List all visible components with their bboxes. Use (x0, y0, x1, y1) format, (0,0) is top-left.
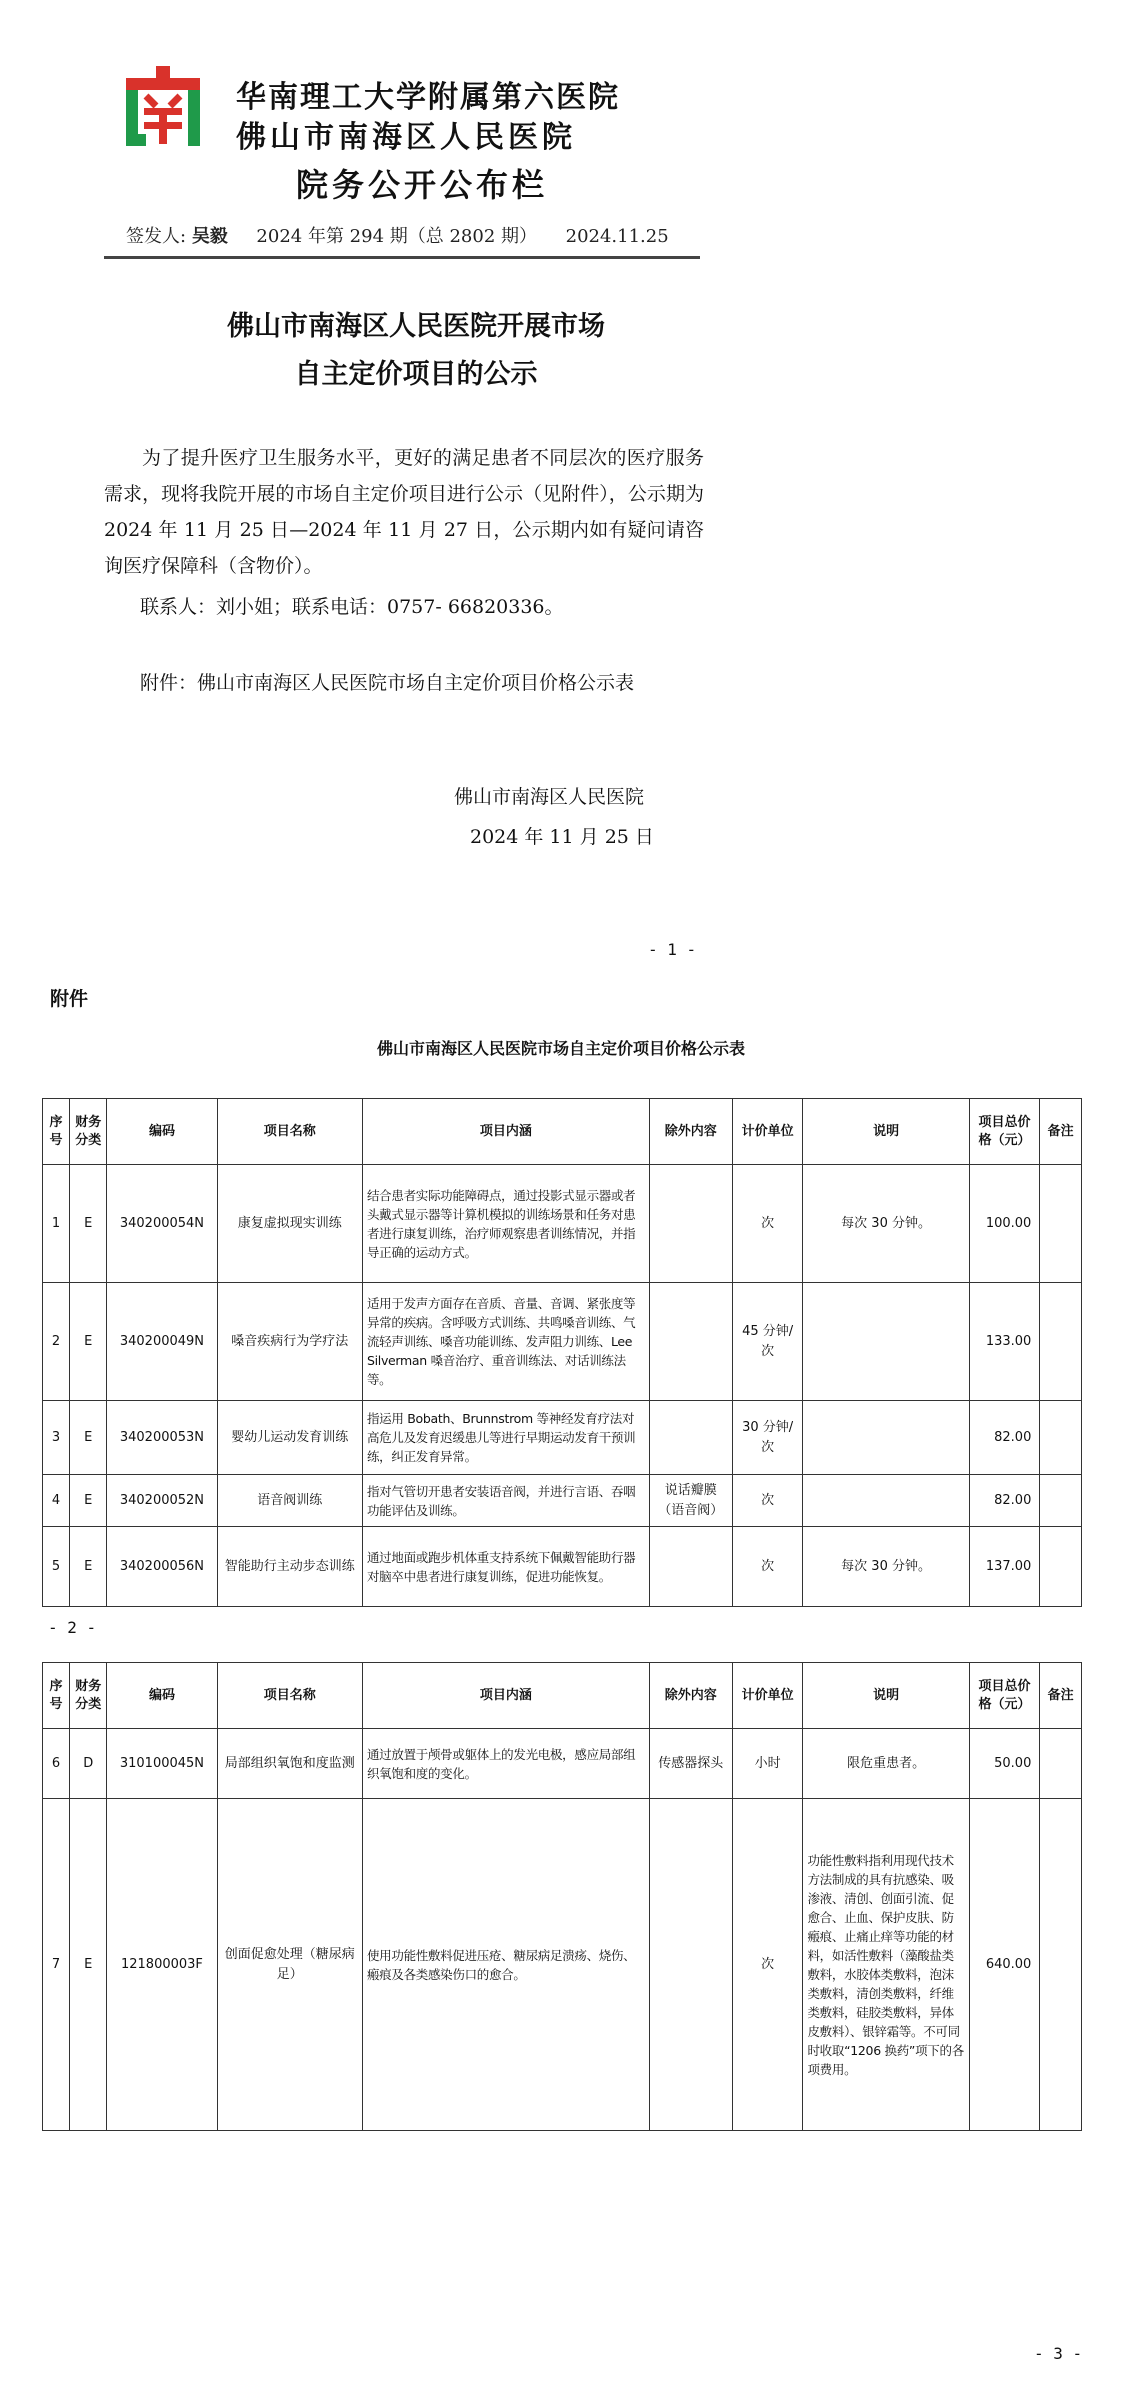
cell-seq: 6 (43, 1729, 70, 1799)
cell-name: 创面促愈处理（糖尿病足） (217, 1799, 362, 2131)
cell-content: 指运用 Bobath、Brunnstrom 等神经发育疗法对高危儿及发育迟缓患儿等进行早期运动发育干预训练，纠正发育异常。 (362, 1401, 649, 1475)
cell-name: 嗓音疾病行为学疗法 (217, 1283, 362, 1401)
cell-exclusions (649, 1401, 732, 1475)
cell-remark (1040, 1799, 1082, 2131)
cell-note (803, 1475, 969, 1527)
cell-code: 340200053N (107, 1401, 217, 1475)
cell-unit: 次 (732, 1527, 803, 1607)
price-table-page2 (42, 1098, 1082, 1607)
cell-exclusions (649, 1799, 732, 2131)
issue-meta (126, 222, 669, 248)
page-number-3: - 3 - (1034, 2344, 1083, 2363)
header-seq: 序号 (43, 1663, 70, 1729)
notice-body: 为了提升医疗卫生服务水平，更好的满足患者不同层次的医疗服务需求，现将我院开展的市场自主定价项目进行公示（见附件），公示期为 2024 年 11 月 25 日—2024 年 11 月 27 日，公示期内如有疑问请咨询医疗保障科（含物价）。 (104, 447, 704, 577)
cell-note (803, 1283, 969, 1401)
cell-exclusions (649, 1527, 732, 1607)
hospital-logo (122, 66, 204, 148)
cell-category: E (70, 1401, 107, 1475)
header-note: 说明 (803, 1099, 969, 1165)
header-code: 编码 (107, 1663, 217, 1729)
table-row (43, 1527, 1082, 1607)
cell-remark (1040, 1401, 1082, 1475)
table-row (43, 1401, 1082, 1475)
cell-code: 121800003F (107, 1799, 217, 2131)
cell-category: E (70, 1475, 107, 1527)
cell-price: 50.00 (969, 1729, 1040, 1799)
table-row (43, 1729, 1082, 1799)
cell-code: 340200056N (107, 1527, 217, 1607)
signature-date: 2024 年 11 月 25 日 (470, 826, 654, 848)
cell-remark (1040, 1475, 1082, 1527)
cell-price: 82.00 (969, 1401, 1040, 1475)
signer-name: 吴毅 (191, 226, 228, 247)
table-row (43, 1475, 1082, 1527)
cell-name: 智能助行主动步态训练 (217, 1527, 362, 1607)
cell-content: 适用于发声方面存在音质、音量、音调、紧张度等异常的疾病。含呼吸方式训练、共鸣嗓音训练、气流轻声训练、嗓音功能训练、发声阻力训练、Lee Silverman 嗓音治疗、重音训练法、对话训练法等。 (362, 1283, 649, 1401)
page-number-2: - 2 - (48, 1618, 97, 1637)
cell-seq: 7 (43, 1799, 70, 2131)
cell-content: 结合患者实际功能障碍点，通过投影式显示器或者头戴式显示器等计算机模拟的训练场景和任务对患者进行康复训练，治疗师观察患者训练情况，并指导正确的运动方式。 (362, 1165, 649, 1283)
cell-note: 限危重患者。 (803, 1729, 969, 1799)
attachment-label: 附件 (50, 988, 89, 1010)
cell-content: 指对气管切开患者安装语音阀，并进行言语、吞咽功能评估及训练。 (362, 1475, 649, 1527)
cell-code: 340200054N (107, 1165, 217, 1283)
header-content: 项目内涵 (362, 1099, 649, 1165)
signer-label: 签发人: (126, 226, 187, 247)
header-price: 项目总价格（元） (969, 1663, 1040, 1729)
cell-unit: 30 分钟/次 (732, 1401, 803, 1475)
hospital-name-line1: 华南理工大学附属第六医院 (236, 80, 620, 115)
header-remark: 备注 (1040, 1099, 1082, 1165)
signature-org: 佛山市南海区人民医院 (454, 786, 645, 808)
header-content: 项目内涵 (362, 1663, 649, 1729)
cell-remark (1040, 1165, 1082, 1283)
cell-unit: 小时 (732, 1729, 803, 1799)
cell-seq: 3 (43, 1401, 70, 1475)
cell-unit: 次 (732, 1475, 803, 1527)
cell-note (803, 1401, 969, 1475)
cell-seq: 5 (43, 1527, 70, 1607)
header-code: 编码 (107, 1099, 217, 1165)
header-exclusions: 除外内容 (649, 1099, 732, 1165)
bulletin-board-title: 院务公开公布栏 (296, 166, 549, 204)
cell-price: 100.00 (969, 1165, 1040, 1283)
cell-exclusions (649, 1165, 732, 1283)
header-seq: 序号 (43, 1099, 70, 1165)
header-price: 项目总价格（元） (969, 1099, 1040, 1165)
header-divider (104, 256, 700, 259)
cell-content: 使用功能性敷料促进压疮、糖尿病足溃疡、烧伤、瘢痕及各类感染伤口的愈合。 (362, 1799, 649, 2131)
cell-content: 通过地面或跑步机体重支持系统下佩戴智能助行器对脑卒中患者进行康复训练，促进功能恢复。 (362, 1527, 649, 1607)
cell-note: 每次 30 分钟。 (803, 1527, 969, 1607)
cell-unit: 45 分钟/次 (732, 1283, 803, 1401)
cell-price: 640.00 (969, 1799, 1040, 2131)
price-table-page3 (42, 1662, 1082, 2131)
cell-seq: 2 (43, 1283, 70, 1401)
cell-name: 康复虚拟现实训练 (217, 1165, 362, 1283)
cell-seq: 4 (43, 1475, 70, 1527)
hospital-name-line2: 佛山市南海区人民医院 (236, 120, 576, 155)
notice-title-line1: 佛山市南海区人民医院开展市场 (227, 311, 605, 342)
cell-unit: 次 (732, 1165, 803, 1283)
cell-remark (1040, 1729, 1082, 1799)
header-unit: 计价单位 (732, 1099, 803, 1165)
header-name: 项目名称 (217, 1099, 362, 1165)
cell-code: 340200052N (107, 1475, 217, 1527)
cell-remark (1040, 1527, 1082, 1607)
cell-category: D (70, 1729, 107, 1799)
cell-category: E (70, 1799, 107, 2131)
cell-category: E (70, 1283, 107, 1401)
table-row (43, 1283, 1082, 1401)
cell-code: 340200049N (107, 1283, 217, 1401)
issue-number: 2024 年第 294 期（总 2802 期） (256, 226, 538, 247)
header-unit: 计价单位 (732, 1663, 803, 1729)
cell-price: 82.00 (969, 1475, 1040, 1527)
cell-code: 310100045N (107, 1729, 217, 1799)
notice-title-line2: 自主定价项目的公示 (294, 359, 538, 390)
header-remark: 备注 (1040, 1663, 1082, 1729)
cell-name: 婴幼儿运动发育训练 (217, 1401, 362, 1475)
cell-category: E (70, 1527, 107, 1607)
cell-exclusions: 传感器探头 (649, 1729, 732, 1799)
cell-content: 通过放置于颅骨或躯体上的发光电极，感应局部组织氧饱和度的变化。 (362, 1729, 649, 1799)
cell-category: E (70, 1165, 107, 1283)
cell-unit: 次 (732, 1799, 803, 2131)
cell-remark (1040, 1283, 1082, 1401)
cell-name: 局部组织氧饱和度监测 (217, 1729, 362, 1799)
table-row (43, 1799, 1082, 2131)
table-header-row (43, 1099, 1082, 1165)
cell-seq: 1 (43, 1165, 70, 1283)
header-note: 说明 (803, 1663, 969, 1729)
header-exclusions: 除外内容 (649, 1663, 732, 1729)
header-name: 项目名称 (217, 1663, 362, 1729)
cell-note: 每次 30 分钟。 (803, 1165, 969, 1283)
cell-price: 133.00 (969, 1283, 1040, 1401)
cell-exclusions (649, 1283, 732, 1401)
cell-price: 137.00 (969, 1527, 1040, 1607)
attachment-note: 附件：佛山市南海区人民医院市场自主定价项目价格公示表 (140, 672, 635, 694)
issue-date: 2024.11.25 (565, 226, 669, 247)
table-header-row (43, 1663, 1082, 1729)
cell-exclusions: 说话瓣膜（语音阀） (649, 1475, 732, 1527)
price-table-title: 佛山市南海区人民医院市场自主定价项目价格公示表 (376, 1039, 745, 1058)
contact-line: 联系人：刘小姐；联系电话：0757- 66820336。 (140, 596, 564, 618)
cell-note: 功能性敷料指利用现代技术方法制成的具有抗感染、吸渗液、清创、创面引流、促愈合、止血、保护皮肤、防瘢痕、止痛止痒等功能的材料，如活性敷料（藻酸盐类敷料，水胶体类敷料，泡沫类敷料，清创类敷料，纤维类敷料，硅胶类敷料，异体皮敷料）、银锌霜等。不可同时收取“1206 换药”项下的各项费用。 (803, 1799, 969, 2131)
header-category: 财务分类 (70, 1099, 107, 1165)
page-number-1: - 1 - (648, 940, 697, 959)
cell-name: 语音阀训练 (217, 1475, 362, 1527)
header-category: 财务分类 (70, 1663, 107, 1729)
table-row (43, 1165, 1082, 1283)
